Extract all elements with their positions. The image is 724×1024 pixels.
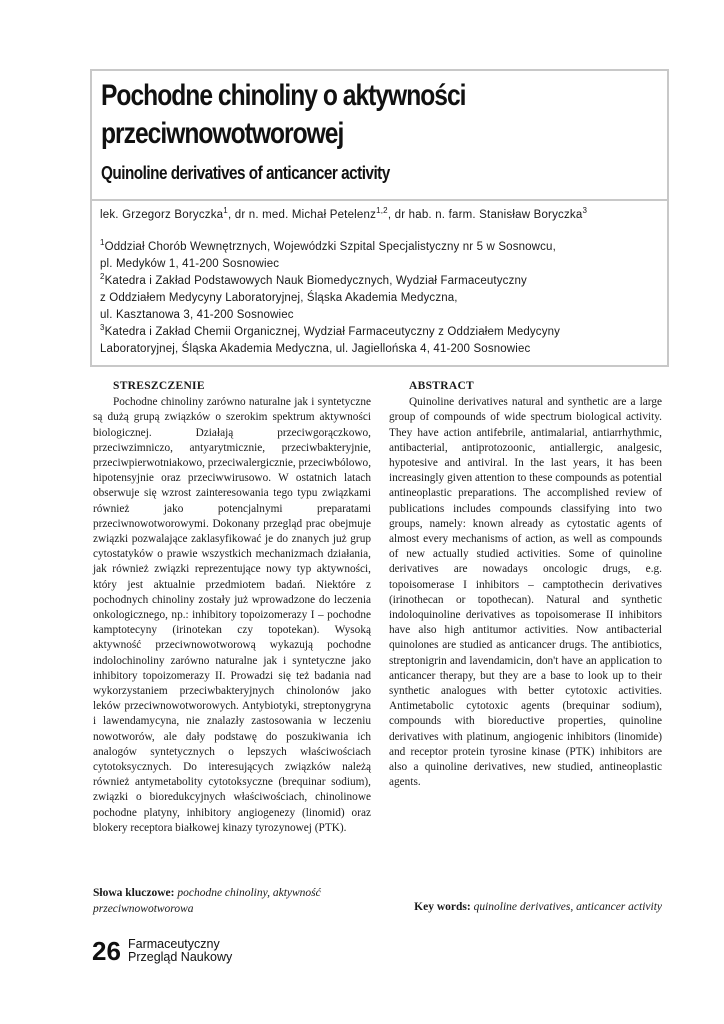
affiliation-1-line-2: pl. Medyków 1, 41-200 Sosnowiec bbox=[100, 258, 280, 270]
affiliation-2-text: Katedra i Zakład Podstawowych Nauk Biomedycznych, Wydział Farmaceutyczny bbox=[104, 275, 527, 287]
keywords-polish bbox=[93, 885, 371, 917]
abstract-polish-text: Pochodne chinoliny zarówno naturalne jak i syntetyczne są dużą grupą związków o szerokim spektrum aktywności biologicznej. Działają przeciwgorączkowo, przeciwzimniczo, antyarytmicznie, przeciwbakteryjnie, przeciwpierwotniakowo, przeciwalergicznie, przeciwbólowo, hipotensyjnie oraz przeciwwirusowo. W ostatnich latach obserwuje się wzrost zainteresowania tego typu związkami również jako potencjalnymi preparatami przeciwnowotworowymi. Dokonany przegląd prac obejmuje związki pozwalające zaklasyfikować je do znanych już grup cytostatyków o prawie wszystkich mechanizmach działania, jak również związki reprezentujące nowy typ aktywności, który jest aktualnie przedmiotem badań. Niektóre z pochodnych chinoliny zostały już wprowadzone do leczenia onkologicznego, np.: inhibitory topoizomerazy I – pochodne kamptotecyny (irinotekan czy topotekan). Wysoką aktywność przeciwnowotworową wykazują pochodne indolochinoliny zarówno naturalne jak i syntetyczne jako inhibitory topoizomerazy II. Prowadzi się też badania nad wykorzystaniem przeciwbakteryjnych chinolonów jako leków przeciwnowotworowych. Antybiotyki, streptonygryna i lawendamycyna, nie znalazły zastosowania w leczeniu nowotworów, ale dały podstawę do poszukiwania ich analogów syntetycznych o lepszych właściwościach cytotoksycznych. Do interesujących związków należą również antymetabolity cytotoksyczne (brequinar sodium), związki o bioredukcyjnych właściwościach, chinolinowe pochodne platyny, inhibitory angiogenezy (linomid) oraz blokery receptora białkowej kinazy tyrozynowej (PTK). bbox=[93, 396, 372, 834]
affiliation-3-line-1 bbox=[100, 324, 560, 341]
abstract-english-text: Quinoline derivatives natural and synthetic are a large group of compounds of wide spectrum biological activity. They have action antifebrile, antimalarial, antiarrhythmic, antibacterial, antiprotozoonic, antiallergic, analgesic, hypotesive and antiviral. In the last years, it has been increasingly given attention to these compounds as potential antineoplastic preparations. The accomplished review of publications includes compounds classifying into two groups, namely: known already as cytostatic agents of almost every mechanisms of action, as well as compounds of new actually studied activities. Some of quinoline derivatives are nowadays oncologic drugs, e.g. topoisomerase I inhibitors – camptothecin derivatives (irinothecan or topothecan). Natural and synthetic indoloquinoline derivatives as topoisomerase II inhibitors have also high antitumor activities. Now antibacterial quinolones are studied as anticancer drugs. The antibiotics, streptonigrin and lavendamicin, don't have an application to anticancer therapy, but they are a base to look up to their synthetic analogues with better cytotoxic activities. Antimetabolic cytotoxic agents (brequinar sodium), compounds with bioreductive properties, quinoline derivatives with platinum, angiogenic inhibitors (linomide) and receptor protein tyrosine kinase (PTK) inhibitors are also a quinoline derivatives, new studied, antineoplastic agents. bbox=[389, 396, 662, 789]
keywords-english-text: quinoline derivatives, anticancer activity bbox=[473, 901, 662, 913]
author-3: , dr hab. n. farm. Stanisław Boryczka bbox=[387, 209, 583, 221]
affiliation-3-text: Katedra i Zakład Chemii Organicznej, Wydział Farmaceutyczny z Oddziałem Medycyny bbox=[104, 326, 561, 338]
affiliation-2-marker: 2 bbox=[100, 272, 105, 282]
abstract-english-heading: ABSTRACT bbox=[409, 380, 475, 392]
keywords-english bbox=[405, 899, 662, 915]
affiliation-1-line-1 bbox=[100, 239, 560, 256]
affiliation-2-line-1 bbox=[100, 273, 560, 290]
author-2-affiliation: 1,2 bbox=[376, 206, 388, 216]
journal-name-line-1: Farmaceutyczny bbox=[128, 937, 220, 951]
page-number: 26 bbox=[92, 936, 121, 966]
author-1-affiliation: 1 bbox=[223, 206, 228, 216]
article-title bbox=[101, 77, 544, 153]
affiliation-1-marker: 1 bbox=[100, 238, 105, 248]
article-subtitle: Quinoline derivatives of anticancer activity bbox=[101, 163, 390, 183]
author-1: lek. Grzegorz Boryczka bbox=[100, 209, 224, 221]
keywords-polish-label: Słowa kluczowe: bbox=[93, 887, 175, 899]
keywords-polish-text: pochodne chinoliny, aktywność przeciwnowotworowa bbox=[93, 887, 321, 915]
affiliation-3-line-2: Laboratoryjnej, Śląska Akademia Medyczna, ul. Jagiellońska 4, 41-200 Sosnowiec bbox=[100, 343, 531, 355]
journal-name-line-2: Przegląd Naukowy bbox=[128, 950, 233, 964]
affiliation-1-text: Oddział Chorób Wewnętrznych, Wojewódzki Szpital Specjalistyczny nr 5 w Sosnowcu, bbox=[104, 241, 556, 253]
header-divider bbox=[92, 199, 667, 201]
affiliations bbox=[100, 239, 560, 358]
header-box bbox=[90, 69, 669, 367]
author-list bbox=[100, 206, 588, 221]
title-line-2: przeciwnowotworowej bbox=[101, 117, 344, 150]
author-2: , dr n. med. Michał Petelenz bbox=[227, 209, 377, 221]
keywords-english-label: Key words: bbox=[414, 901, 471, 913]
affiliation-2-line-3: ul. Kasztanowa 3, 41-200 Sosnowiec bbox=[100, 309, 294, 321]
title-line-1: Pochodne chinoliny o aktywności bbox=[101, 79, 466, 112]
affiliation-2-line-2: z Oddziałem Medycyny Laboratoryjnej, Śląska Akademia Medyczna, bbox=[100, 292, 458, 304]
abstract-polish bbox=[93, 379, 371, 836]
author-3-affiliation: 3 bbox=[582, 206, 588, 216]
affiliation-3-marker: 3 bbox=[100, 323, 105, 333]
journal-name bbox=[128, 938, 232, 964]
abstract-polish-heading: STRESZCZENIE bbox=[113, 380, 205, 392]
abstract-english bbox=[389, 379, 662, 790]
